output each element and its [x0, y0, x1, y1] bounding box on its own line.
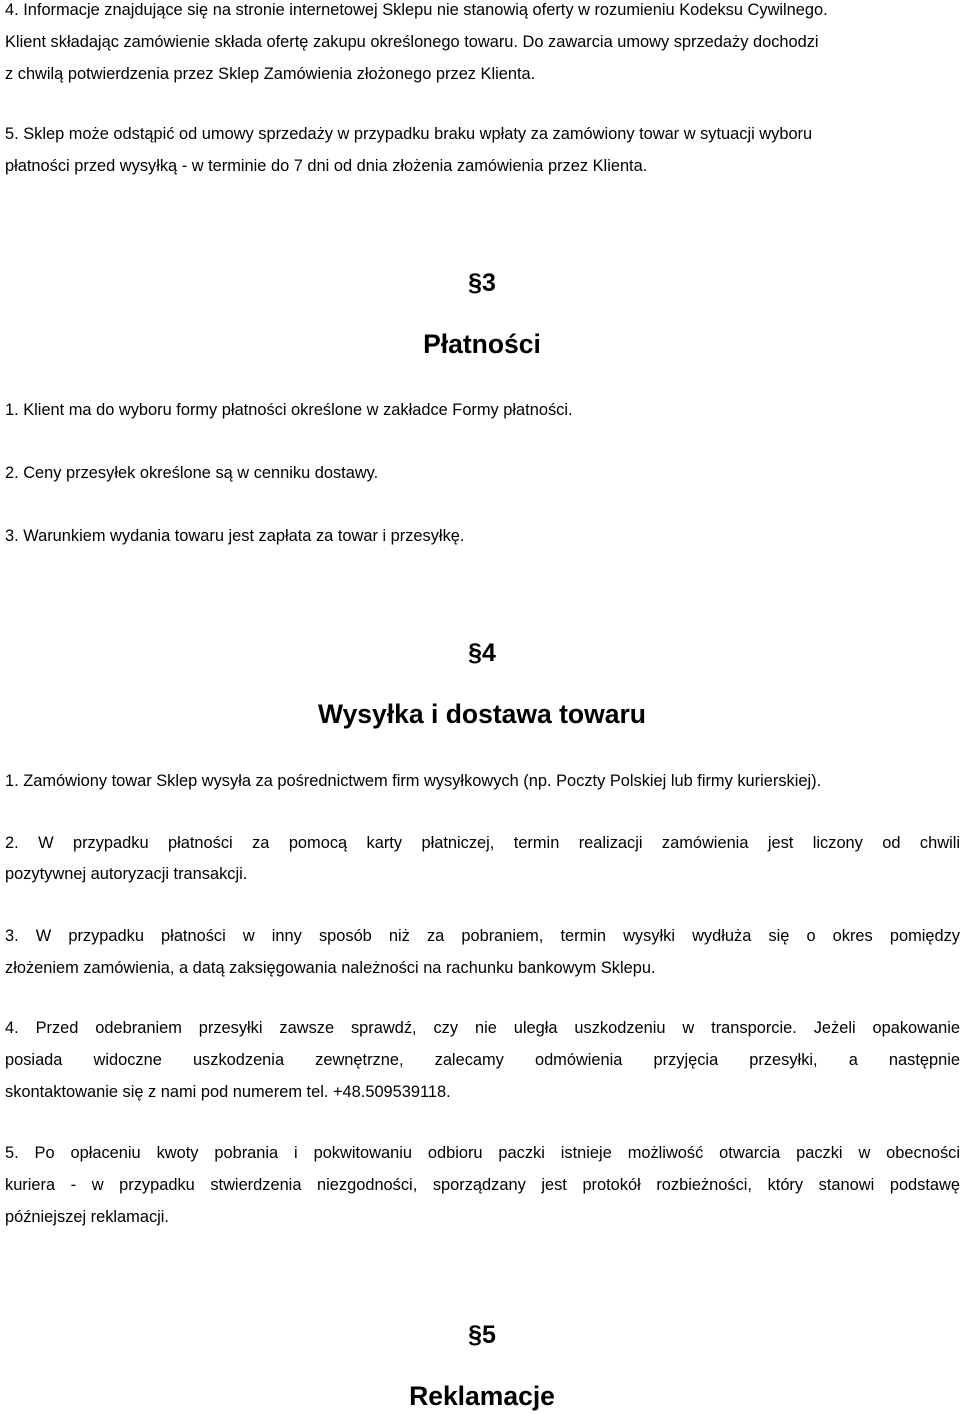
paragraph-5-line-1: 5. Sklep może odstąpić od umowy sprzedaży w przypadku braku wpłaty za zamówiony towar w sytuacji wyboru	[5, 125, 813, 143]
section-4-item-5	[5, 1143, 960, 1163]
paragraph-4-line-2: Klient składając zamówienie składa ofertę zakupu określonego towaru. Do zawarcia umowy sprzedaży dochodzi	[5, 33, 819, 51]
section-4-item-4-line-2: posiada widoczne uszkodzenia zewnętrzne, zalecamy odmówienia przyjęcia przesyłki, a następnie	[5, 1051, 960, 1069]
section-4-item-4b	[5, 1050, 960, 1070]
section-3-item-2: 2. Ceny przesyłek określone są w cenniku dostawy.	[5, 464, 379, 482]
section-4-item-4	[5, 1018, 960, 1038]
section-4-item-5-line-1: 5. Po opłaceniu kwoty pobrania i pokwitowaniu odbioru paczki istnieje możliwość otwarcia paczki w obecności	[5, 1144, 960, 1162]
section-4-item-1: 1. Zamówiony towar Sklep wysyła za pośrednictwem firm wysyłkowych (np. Poczty Polskiej lub firmy kurierskiej).	[5, 772, 822, 790]
section-4-item-5b	[5, 1175, 960, 1195]
section-4-item-3-line-1: 3. W przypadku płatności w inny sposób niż za pobraniem, termin wysyłki wydłuża się o okres pomiędzy	[5, 927, 960, 945]
section-4-item-3-line-2: złożeniem zamówienia, a datą zaksięgowania należności na rachunku bankowym Sklepu.	[5, 959, 656, 977]
section-5-title: Reklamacje	[409, 1381, 555, 1411]
paragraph-4-line-3: z chwilą potwierdzenia przez Sklep Zamówienia złożonego przez Klienta.	[5, 65, 536, 83]
section-4-item-5-line-2: kuriera - w przypadku stwierdzenia niezgodności, sporządzany jest protokół rozbieżności, który stanowi podstawę	[5, 1176, 960, 1194]
section-4-item-2-line-2: pozytywnej autoryzacji transakcji.	[5, 865, 248, 883]
section-3-item-1: 1. Klient ma do wyboru formy płatności określone w zakładce Formy płatności.	[5, 401, 573, 419]
section-3-title: Płatności	[423, 329, 541, 359]
section-4-item-3	[5, 926, 960, 946]
section-4-item-4-line-3: skontaktowanie się z nami pod numerem tel. +48.509539118.	[5, 1083, 451, 1101]
section-4-item-5-line-3: późniejszej reklamacji.	[5, 1208, 169, 1226]
section-4-item-2	[5, 833, 960, 853]
paragraph-5-line-2: płatności przed wysyłką - w terminie do 7 dni od dnia złożenia zamówienia przez Klienta.	[5, 157, 648, 175]
section-4-item-2-line-1: 2. W przypadku płatności za pomocą karty płatniczej, termin realizacji zamówienia jest liczony od chwili	[5, 834, 960, 852]
section-3-item-3: 3. Warunkiem wydania towaru jest zapłata za towar i przesyłkę.	[5, 527, 465, 545]
section-4-item-4-line-1: 4. Przed odebraniem przesyłki zawsze sprawdź, czy nie uległa uszkodzeniu w transporcie. Jeżeli opakowanie	[5, 1019, 960, 1037]
section-3-number: §3	[468, 269, 496, 297]
section-5-number: §5	[468, 1321, 496, 1349]
section-4-number: §4	[468, 639, 496, 667]
paragraph-4-line-1: 4. Informacje znajdujące się na stronie internetowej Sklepu nie stanowią oferty w rozumieniu Kodeksu Cywilnego.	[5, 1, 828, 19]
section-4-title: Wysyłka i dostawa towaru	[318, 699, 646, 729]
